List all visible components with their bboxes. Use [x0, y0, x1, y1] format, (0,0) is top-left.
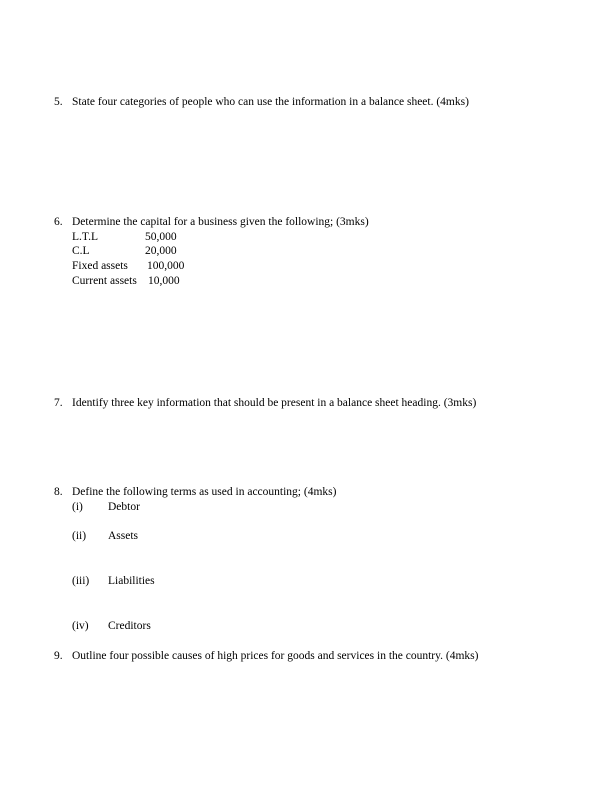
term-debtor: Debtor: [108, 501, 140, 513]
question-8-text: Define the following terms as used in accounting; (4mks): [72, 486, 337, 498]
ltl-label: L.T.L: [72, 231, 98, 243]
question-9-number: 9.: [54, 650, 63, 662]
term-iii-numeral: (iii): [72, 575, 90, 587]
cl-label: C.L: [72, 245, 90, 257]
term-liabilities: Liabilities: [108, 575, 155, 587]
term-iv-numeral: (iv): [72, 620, 89, 632]
question-6-number: 6.: [54, 216, 63, 228]
cl-value: 20,000: [145, 245, 177, 257]
term-creditors: Creditors: [108, 620, 151, 632]
fixed-assets-label: Fixed assets: [72, 260, 128, 272]
fixed-assets-value: 100,000: [147, 260, 185, 272]
question-8-number: 8.: [54, 486, 63, 498]
question-7-number: 7.: [54, 397, 63, 409]
question-6-text: Determine the capital for a business given the following; (3mks): [72, 216, 369, 228]
question-9-text: Outline four possible causes of high prices for goods and services in the country. (4mks): [72, 650, 479, 662]
current-assets-label: Current assets: [72, 275, 137, 287]
current-assets-value: 10,000: [148, 275, 180, 287]
question-5-text: State four categories of people who can use the information in a balance sheet. (4mks): [72, 96, 469, 108]
term-assets: Assets: [108, 530, 139, 542]
ltl-value: 50,000: [145, 231, 177, 243]
question-5-number: 5.: [54, 96, 63, 108]
term-i-numeral: (i): [72, 501, 83, 513]
question-7-text: Identify three key information that should be present in a balance sheet heading. (3mks): [72, 397, 477, 409]
term-ii-numeral: (ii): [72, 530, 87, 542]
